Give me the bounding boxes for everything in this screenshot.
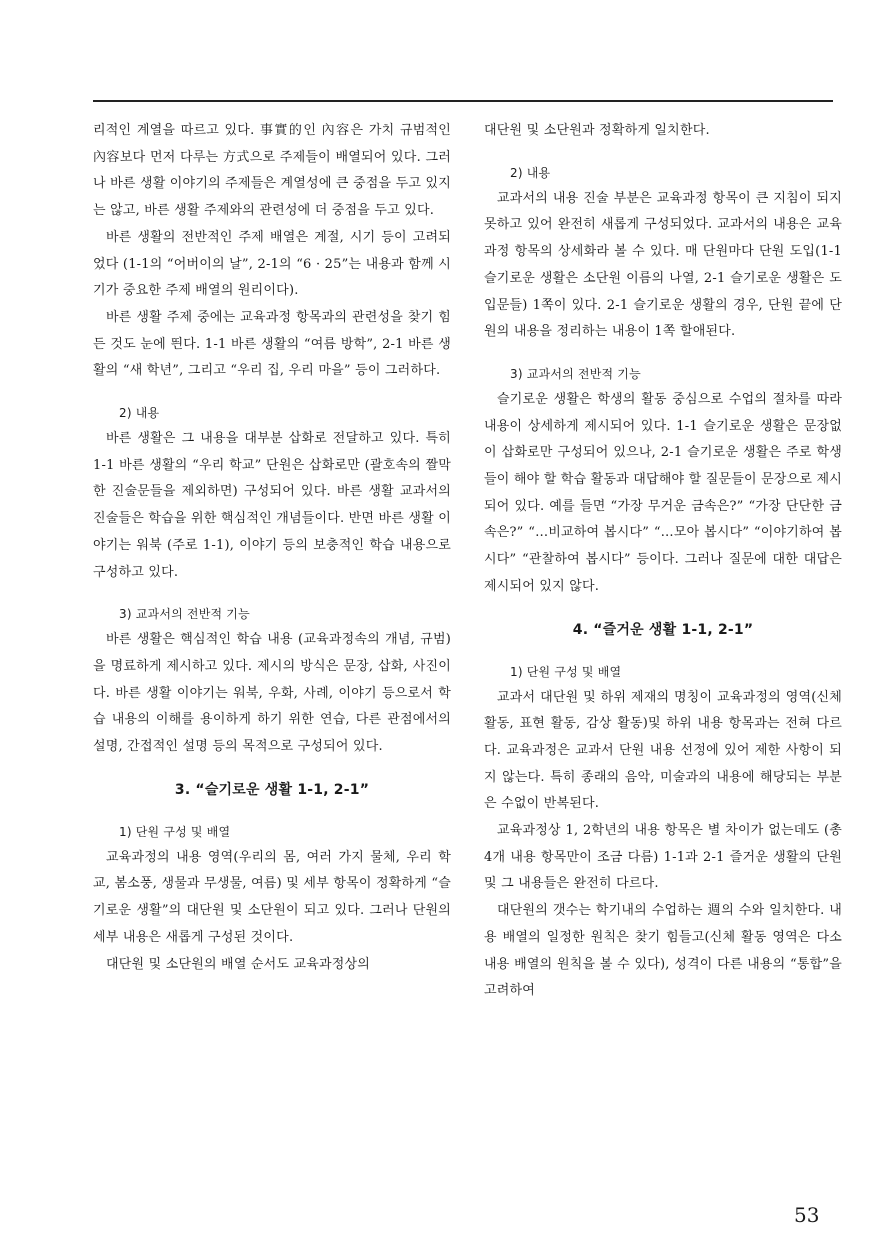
page-number: 53 (794, 1203, 820, 1227)
paragraph: 바른 생활의 전반적인 주제 배열은 계절, 시기 등이 고려되었다 (1-1의 “어버이의 날”, 2-1의 “6 · 25”는 내용과 함께 시기가 중요한 주제 배열의 원리이다). (93, 229, 451, 299)
section-heading-3: 3. “슬기로운 생활 1-1, 2-1” (174, 781, 370, 798)
paragraph: 대단원 및 소단원의 배열 순서도 교육과정상의 (106, 956, 371, 972)
section-heading-4: 4. “즐거운 생활 1-1, 2-1” (572, 621, 754, 638)
subsection-heading-function: 3) 교과서의 전반적 기능 (119, 607, 250, 622)
paragraph: 바른 생활은 그 내용을 대부분 삽화로 전달하고 있다. 특히 1-1 바른 생활의 “우리 학교” 단원은 삽화로만 (괄호속의 짤막한 진술문들을 제외하면) 구성되어 있다. 바른 생활 교과서의 진술들은 학습을 위한 핵심적인 개념들이다. 반면 바른 생활 이야기는 워북 (주로 1-1), 이야기 등의 보충적인 학습 내용으로 구성하고 있다. (93, 431, 451, 580)
subsection-heading-unit: 1) 단원 구성 및 배열 (119, 824, 231, 839)
paragraph: 대단원 및 소단원과 정확하게 일치한다. (484, 123, 710, 138)
subsection-heading-unit: 1) 단원 구성 및 배열 (510, 664, 622, 679)
left-column (93, 118, 451, 978)
right-column (484, 118, 842, 1005)
paragraph: 교육과정상 1, 2학년의 내용 항목은 별 차이가 없는데도 (총 4개 내용 항목만이 조금 다름) 1-1과 2-1 즐거운 생활의 단원 및 그 내용들은 완전히 다르다. (484, 823, 842, 892)
paragraph: 교육과정의 내용 영역(우리의 몸, 여러 가지 물체, 우리 학교, 봄소풍, 생물과 무생물, 여름) 및 세부 항목이 정확하게 “슬기로운 생활”의 대단원 및 소단원이 되고 있다. 그러나 단원의 세부 내용은 새롭게 구성된 것이다. (93, 849, 451, 945)
paragraph: 교과서 대단원 및 하위 제재의 명칭이 교육과정의 영역(신체 활동, 표현 활동, 감상 활동)및 하위 내용 항목과는 전혀 다르다. 교육과정은 교과서 단원 내용 선정에 있어 제한 사항이 되지 않는다. 특히 종래의 음악, 미술과의 내용에 해당되는 부분은 수없이 반복된다. (484, 689, 842, 812)
paragraph: 교과서의 내용 진술 부분은 교육과정 항목이 큰 지침이 되지 못하고 있어 완전히 새롭게 구성되었다. 교과서의 내용은 교육과정 항목의 상세화라 볼 수 있다. 매 단원마다 단원 도입(1-1 슬기로운 생활은 소단원 이름의 나열, 2-1 슬기로운 생활은 도입문들) 1쪽이 있다. 2-1 슬기로운 생활의 경우, 단원 끝에 단원의 내용을 정리하는 내용이 1쪽 할애된다. (484, 190, 842, 340)
paragraph: 바른 생활은 핵심적인 학습 내용 (교육과정속의 개념, 규범)을 명료하게 제시하고 있다. 제시의 방식은 문장, 삽화, 사진이다. 바른 생활 이야기는 워북, 우화, 사례, 이야기 등으로서 학습 내용의 이해를 용이하게 하기 위한 연습, 다른 관점에서의 설명, 간접적인 설명 등의 목적으로 구성되어 있다. (93, 632, 451, 755)
subsection-heading-content: 2) 내용 (510, 165, 551, 180)
subsection-heading-function: 3) 교과서의 전반적 기능 (510, 366, 641, 381)
paragraph: 대단원의 갯수는 학기내의 수업하는 週의 수와 일치한다. 내용 배열의 일정한 원칙은 찾기 힘들고(신체 활동 영역은 다소 내용 배열의 원칙을 볼 수 있다), 성격이 다른 내용의 “통합”을 고려하여 (484, 903, 842, 999)
paragraph: 바른 생활 주제 중에는 교육과정 항목과의 관련성을 찾기 힘든 것도 눈에 띈다. 1-1 바른 생활의 “여름 방학”, 2-1 바른 생활의 “새 학년”, 그리고 “우리 집, 우리 마을” 등이 그러하다. (93, 309, 451, 379)
paragraph: 슬기로운 생활은 학생의 활동 중심으로 수업의 절차를 따라 내용이 상세하게 제시되어 있다. 1-1 슬기로운 생활은 문장없이 삽화로만 구성되어 있으나, 2-1 슬기로운 생활은 주로 학생들이 해야 할 학습 활동과 대답해야 할 질문들이 문장으로 제시되어 있다. 예를 들면 “가장 무거운 금속은?” “가장 단단한 금속은?” “…비교하여 봅시다” “…모아 봅시다” “이야기하여 봅시다” “관찰하여 봅시다” 등이다. 그러나 질문에 대한 대답은 제시되어 있지 않다. (484, 391, 842, 594)
paragraph: 리적인 계열을 따르고 있다. 事實的인 內容은 가치 규범적인 內容보다 먼저 다루는 方式으로 주제들이 배열되어 있다. 그러나 바른 생활 이야기의 주제들은 계열성에 큰 중점을 두고 있지는 않고, 바른 생활 주제와의 관련성에 더 중점을 두고 있다. (93, 123, 451, 219)
header-rule (93, 100, 833, 102)
subsection-heading-content: 2) 내용 (119, 406, 160, 421)
